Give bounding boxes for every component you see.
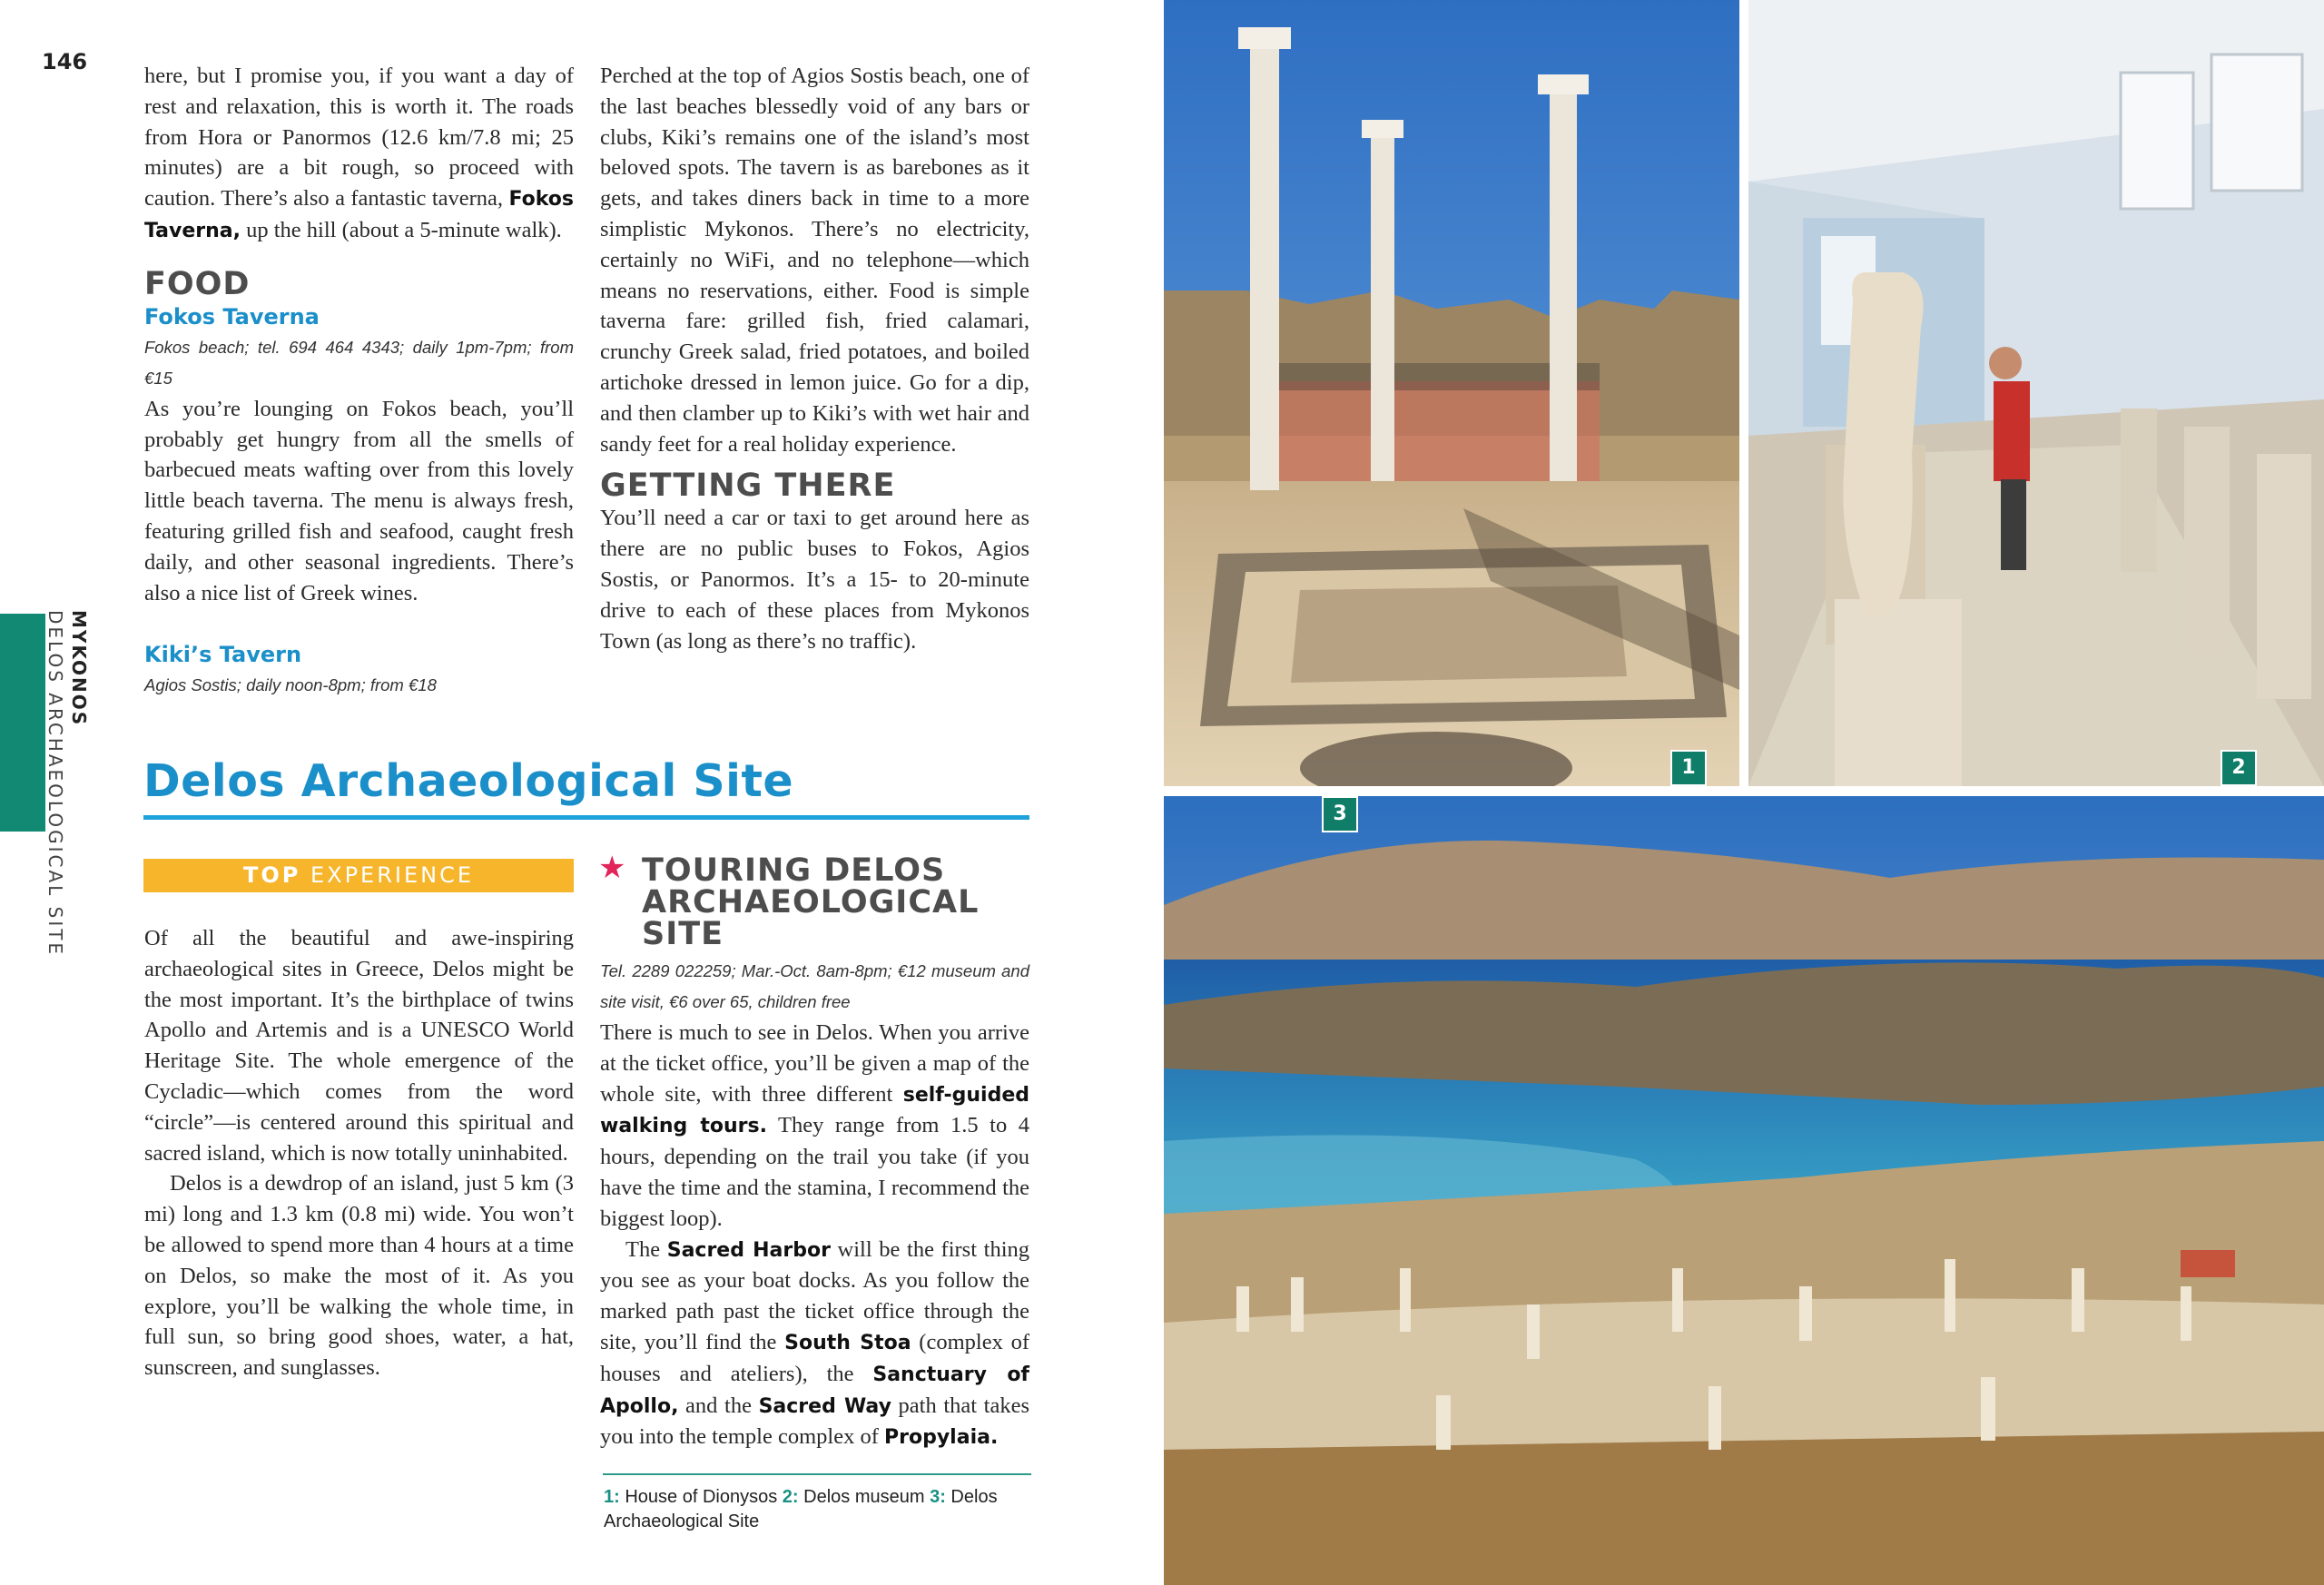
column-1-top <box>144 61 574 701</box>
kikis-tavern-body: Perched at the top of Agios Sostis beach, one of the last beaches blessedly void of any bars or clubs, Kiki’s remains one of the island’s most beloved spots. The tavern is as barebones as it gets, and takes diners back in time to a more simplistic Mykonos. There’s no electricity, certainly no WiFi, and no telephone—which means no reservations, either. Food is simple taverna fare: grilled fish, fried calamari, crunchy Greek salad, fried potatoes, and boiled artichoke dressed in lemon juice. Go for a dip, and then clamber up to Kiki’s with wet hair and sandy feet for a real holiday experience. <box>600 64 1029 457</box>
delos-size-paragraph: Delos is a dewdrop of an island, just 5 km (3 mi) long and 1.3 km (0.8 mi) wide. You won’t be allowed to spend more than 4 hours at a time on Delos, so make the most of it. As you explore, you’ll be walking the whole time, in full sun, so bring good shoes, water, a hat, sunscreen, and sunglasses. <box>144 1171 574 1381</box>
photo-badge-1: 1 <box>1670 750 1707 786</box>
photo-delos-museum <box>1748 0 2324 786</box>
house-of-dionysos-image <box>1164 0 1739 786</box>
side-tab <box>0 614 45 832</box>
photo-badge-2: 2 <box>2221 750 2257 786</box>
touring-paragraph-1: There is much to see in Delos. When you arrive at the ticket office, you’ll be given a map of the whole site, with three different self-guided walking tours. They range from 1.5 to 4 hours, depending on the trail you take (if you have the time and the stamina, I recommend the biggest loop). <box>600 1020 1029 1231</box>
side-running-head <box>44 610 98 958</box>
getting-there-heading: GETTING THERE <box>600 468 896 505</box>
delos-intro-paragraph: Of all the beautiful and awe-inspiring archaeological sites in Greece, Delos might be the most important. It’s the birthplace of twins Apollo and Artemis and is a UNESCO World Heritage Site. The whole emergence of the Cycladic—which comes from the word “circle”—is centered around this spiritual and sacred island, which is now totally uninhabited. <box>144 926 574 1166</box>
fokos-taverna-meta: Fokos beach; tel. 694 464 4343; daily 1pm-7pm; from €15 <box>144 337 574 388</box>
column-2-bottom <box>600 956 1029 1453</box>
photo-badge-3: 3 <box>1322 796 1358 832</box>
side-label-section: DELOS ARCHAEOLOGICAL SITE <box>44 610 66 958</box>
getting-there-body: You’ll need a car or taxi to get around here as there are no public buses to Fokos, Agios Sostis, or Panormos. It’s a 15- to 20-minute drive to each of these places from Mykonos Town (as long as there’s no traffic). <box>600 506 1029 654</box>
kikis-tavern-name: Kiki’s Tavern <box>144 642 302 668</box>
photo-caption: 1: House of Dionysos 2: Delos museum 3: Delos Archaeological Site <box>604 1487 998 1531</box>
touring-meta: Tel. 2289 022259; Mar.-Oct. 8am-8pm; €12 museum and site visit, €6 over 65, children free <box>600 961 1029 1011</box>
photo-delos-site <box>1164 796 2324 1585</box>
photo-house-of-dionysos <box>1164 0 1739 786</box>
section-title-rule <box>143 815 1029 820</box>
intro-paragraph: here, but I promise you, if you want a day of rest and relaxation, this is worth it. The roads from Hora or Panormos (12.6 km/7.8 mi; 25 minutes) are a bit rough, so proceed with caution. There’s also a fantastic taverna, Fokos Taverna, up the hill (about a 5-minute walk). <box>144 64 574 242</box>
column-1-bottom <box>144 923 574 1383</box>
fokos-taverna-body: As you’re lounging on Fokos beach, you’ll probably get hungry from all the smells of barbecued meats wafting over from this lovely little beach taverna. The menu is always fresh, featuring grilled fish and seafood, caught fresh daily, and other seasonal ingredients. There’s also a nice list of Greek wines. <box>144 396 574 605</box>
fokos-taverna-name: Fokos Taverna <box>144 303 320 330</box>
touring-paragraph-2: The Sacred Harbor will be the first thing you see as your boat docks. As you follow the marked path past the ticket office through the site, you’ll find the South Stoa (complex of houses and ateliers), the Sanctuary of Apollo, and the Sacred Way path that takes you into the temple complex of Propylaia. <box>600 1236 1030 1450</box>
column-2-top <box>600 61 1029 656</box>
delos-museum-image <box>1748 0 2324 786</box>
food-heading: FOOD <box>144 265 251 302</box>
star-icon: ★ <box>598 850 626 886</box>
section-title: Delos Archaeological Site <box>143 755 794 807</box>
delos-site-image <box>1164 796 2324 1585</box>
touring-heading: TOURING DELOS ARCHAEOLOGICAL SITE <box>642 852 980 952</box>
top-experience-banner: TOP EXPERIENCE <box>143 859 574 892</box>
side-label-chapter: MYKONOS <box>68 610 90 727</box>
kikis-tavern-meta: Agios Sostis; daily noon-8pm; from €18 <box>144 675 437 695</box>
caption-rule <box>603 1473 1031 1475</box>
page-number: 146 <box>42 49 88 74</box>
